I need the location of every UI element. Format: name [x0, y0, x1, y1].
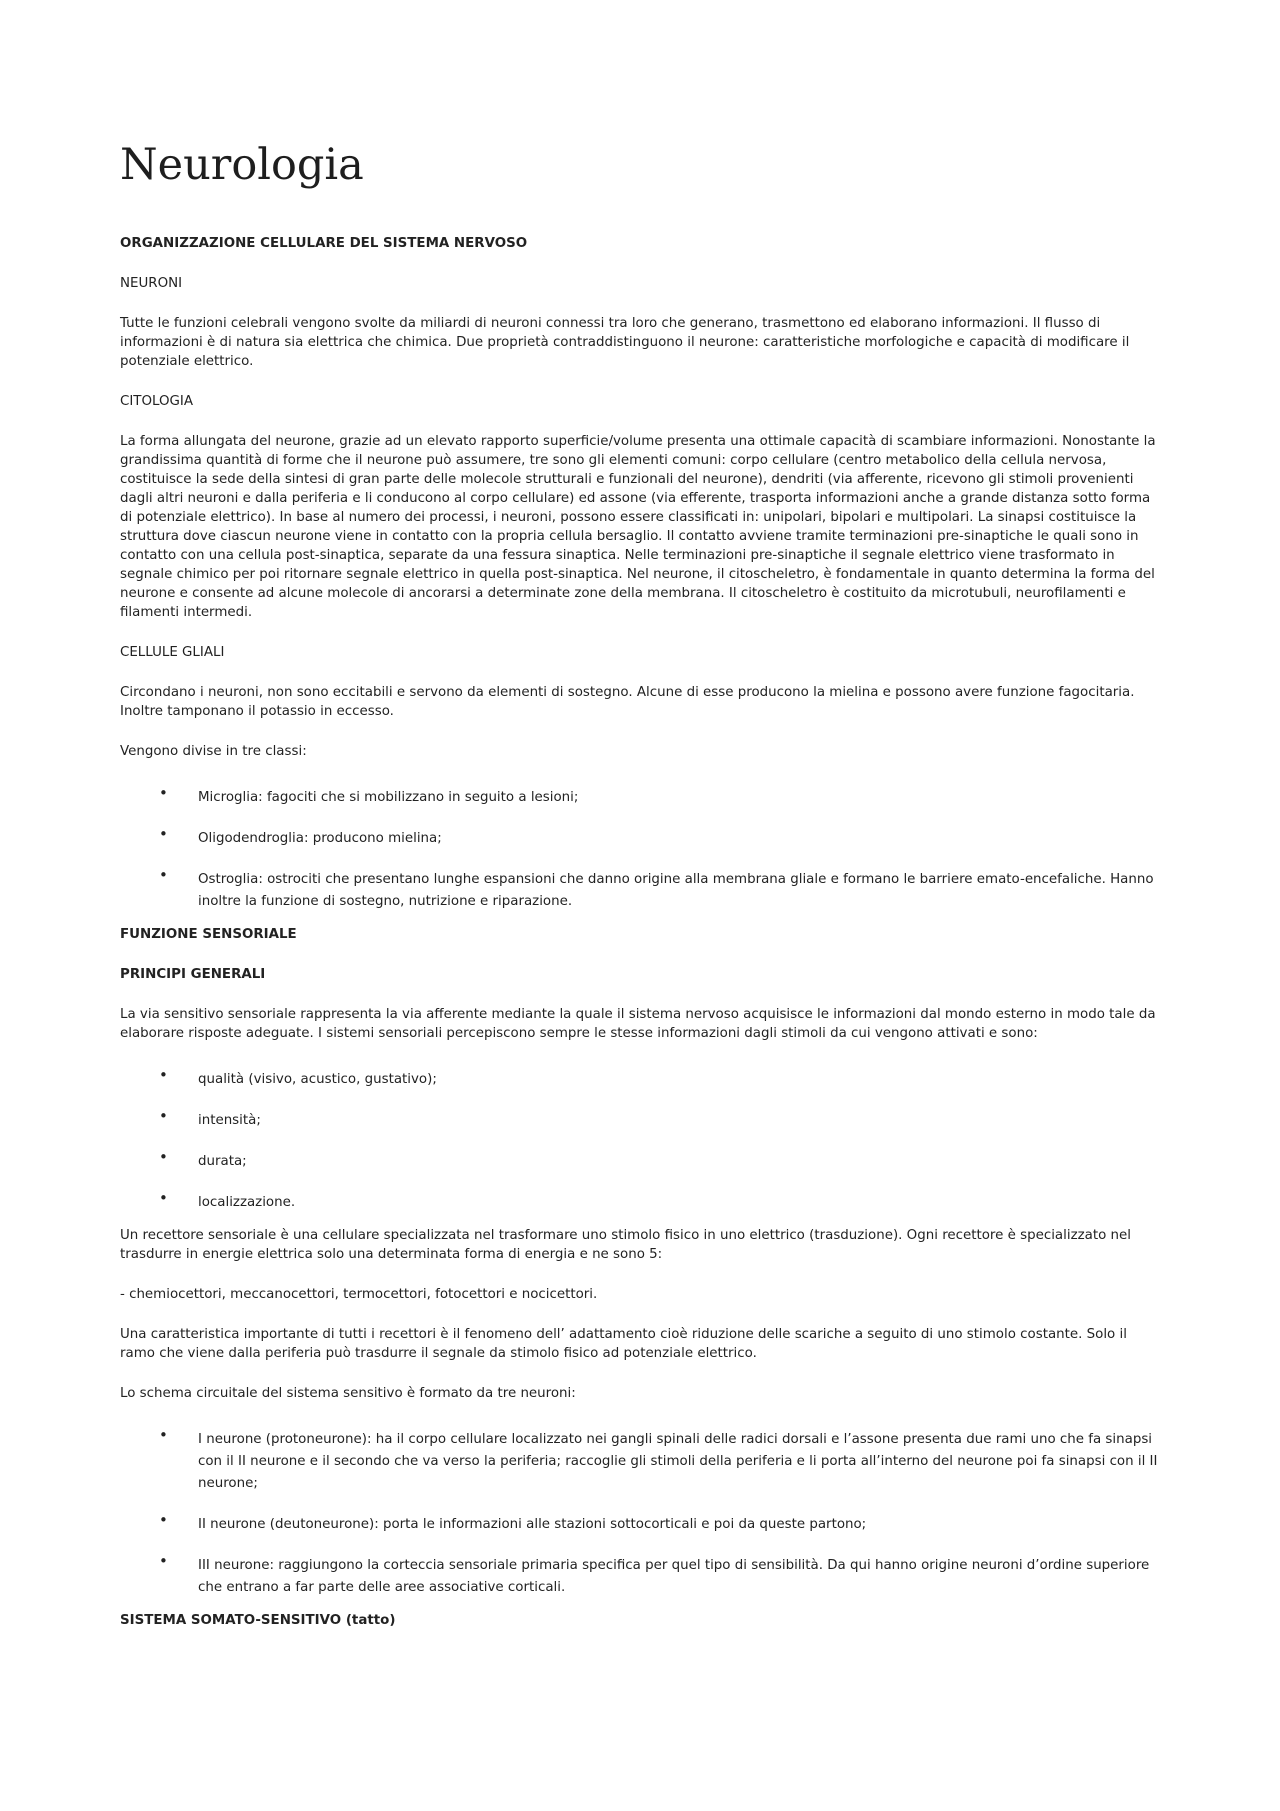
list-item-text: III neurone: raggiungono la corteccia sensoriale primaria specifica per quel tipo di sensibilità. Da qui hanno origine neuroni d’ordine superiore che entrano a far parte delle aree associative corticali.: [198, 1557, 1150, 1595]
list-item-text: Oligodendroglia: producono mielina;: [198, 830, 442, 846]
list-classi-gliali: [120, 783, 1160, 913]
paragraph-cellule-gliali: Circondano i neuroni, non sono eccitabili e servono da elementi di sostegno. Alcune di esse producono la mielina e possono avere funzione fagocitaria. Inoltre tamponano il potassio in eccesso.: [120, 684, 1135, 719]
bullet-icon: •: [159, 1106, 168, 1125]
subheading-principi-generali: PRINCIPI GENERALI: [120, 966, 266, 982]
paragraph-recettore: Un recettore sensoriale è una cellulare specializzata nel trasformare uno stimolo fisico in uno elettrico (trasduzione). Ogni recettore è specializzato nel trasdurre in energie elettrica solo una determinata forma di energia e ne sono 5:: [120, 1227, 1131, 1262]
document-title: Neurologia: [120, 140, 364, 190]
section-heading-organizzazione: ORGANIZZAZIONE CELLULARE DEL SISTEMA NERVOSO: [120, 235, 528, 251]
bullet-icon: •: [159, 783, 168, 802]
subheading-neuroni: NEURONI: [120, 275, 183, 291]
paragraph-adattamento: Una caratteristica importante di tutti i recettori è il fenomeno dell’ adattamento cioè riduzione delle scariche a seguito di uno stimolo costante. Solo il ramo che viene dalla periferia può trasdurre il segnale da stimolo fisico ad potenziale elettrico.: [120, 1326, 1127, 1361]
subheading-citologia: CITOLOGIA: [120, 393, 194, 409]
bullet-icon: •: [159, 865, 168, 884]
paragraph-funzione-intro: La via sensitivo sensoriale rappresenta la via afferente mediante la quale il sistema nervoso acquisisce le informazioni dal mondo esterno in modo tale da elaborare risposte adeguate. I sistemi sensoriali percepiscono sempre le stesse informazioni dagli stimoli da cui vengono attivati e sono:: [120, 1006, 1156, 1041]
list-item-text: Ostroglia: ostrociti che presentano lunghe espansioni che danno origine alla membrana gliale e formano le barriere emato-encefaliche. Hanno inoltre la funzione di sostegno, nutrizione e riparazione.: [198, 871, 1154, 909]
document-page: [120, 140, 1160, 1651]
bullet-icon: •: [159, 1188, 168, 1207]
list-item-text: II neurone (deutoneurone): porta le informazioni alle stazioni sottocorticali e poi da queste partono;: [198, 1516, 867, 1532]
list-item: [159, 865, 1160, 913]
paragraph-classi-intro: Vengono divise in tre classi:: [120, 743, 307, 759]
list-item: [159, 1188, 1160, 1214]
list-item-text: localizzazione.: [198, 1194, 296, 1210]
list-item-text: qualità (visivo, acustico, gustativo);: [198, 1071, 437, 1087]
section-heading-funzione-sensoriale: FUNZIONE SENSORIALE: [120, 926, 297, 942]
bullet-icon: •: [159, 1147, 168, 1166]
list-item: [159, 1510, 1160, 1536]
bullet-icon: •: [159, 1510, 168, 1529]
paragraph-citologia: La forma allungata del neurone, grazie ad un elevato rapporto superficie/volume presenta una ottimale capacità di scambiare informazioni. Nonostante la grandissima quantità di forme che il neurone può assumere, tre sono gli elementi comuni: corpo cellulare (centro metabolico della cellula nervosa, costituisce la sede della sintesi di gran parte delle molecole strutturali e funzionali del neurone), dendriti (via afferente, ricevono gli stimoli provenienti dagli altri neuroni e dalla periferia e li conducono al corpo cellulare) ed assone (via efferente, trasporta informazioni anche a grande distanza sotto forma di potenziale elettrico). In base al numero dei processi, i neuroni, possono essere classificati in: unipolari, bipolari e multipolari. La sinapsi costituisce la struttura dove ciascun neurone viene in contatto con la propria cellula bersaglio. Il contatto avviene tramite terminazioni pre-sinaptiche le quali sono in contatto con una cellula post-sinaptica, separate da una fessura sinaptica. Nelle terminazioni pre-sinaptiche il segnale elettrico viene trasformato in segnale chimico per poi ritornare segnale elettrico in quella post-sinaptica. Nel neurone, il citoscheletro, è fondamentale in quanto determina la forma del neurone e consente ad alcune molecole di ancorarsi a determinate zone della membrana. Il citoscheletro è costituito da microtubuli, neurofilamenti e filamenti intermedi.: [120, 433, 1156, 620]
paragraph-neuroni: Tutte le funzioni celebrali vengono svolte da miliardi di neuroni connessi tra loro che generano, trasmettono ed elaborano informazioni. Il flusso di informazioni è di natura sia elettrica che chimica. Due proprietà contraddistinguono il neurone: caratteristiche morfologiche e capacità di modificare il potenziale elettrico.: [120, 315, 1130, 369]
list-item: [159, 1147, 1160, 1173]
list-item-text: Microglia: fagociti che si mobilizzano in seguito a lesioni;: [198, 789, 579, 805]
bullet-icon: •: [159, 1551, 168, 1570]
list-item: [159, 1065, 1160, 1091]
list-item: [159, 824, 1160, 850]
list-item: [159, 783, 1160, 809]
paragraph-schema-intro: Lo schema circuitale del sistema sensitivo è formato da tre neuroni:: [120, 1385, 576, 1401]
list-item: [159, 1106, 1160, 1132]
list-item-text: I neurone (protoneurone): ha il corpo cellulare localizzato nei gangli spinali delle radici dorsali e l’assone presenta due rami uno che fa sinapsi con il II neurone e il secondo che va verso la periferia; raccoglie gli stimoli della periferia e li porta all’interno del neurone poi fa sinapsi con il II neurone;: [198, 1431, 1158, 1491]
list-item-text: durata;: [198, 1153, 247, 1169]
list-proprieta: [120, 1065, 1160, 1214]
list-neuroni-schema: [120, 1425, 1160, 1599]
paragraph-recettori-list: - chemiocettori, meccanocettori, termocettori, fotocettori e nocicettori.: [120, 1286, 598, 1302]
bullet-icon: •: [159, 824, 168, 843]
list-item: [159, 1551, 1160, 1599]
list-item: [159, 1425, 1160, 1495]
subheading-cellule-gliali: CELLULE GLIALI: [120, 644, 225, 660]
bullet-icon: •: [159, 1065, 168, 1084]
bullet-icon: •: [159, 1425, 168, 1444]
list-item-text: intensità;: [198, 1112, 261, 1128]
section-heading-somato-sensitivo: SISTEMA SOMATO-SENSITIVO (tatto): [120, 1612, 396, 1628]
